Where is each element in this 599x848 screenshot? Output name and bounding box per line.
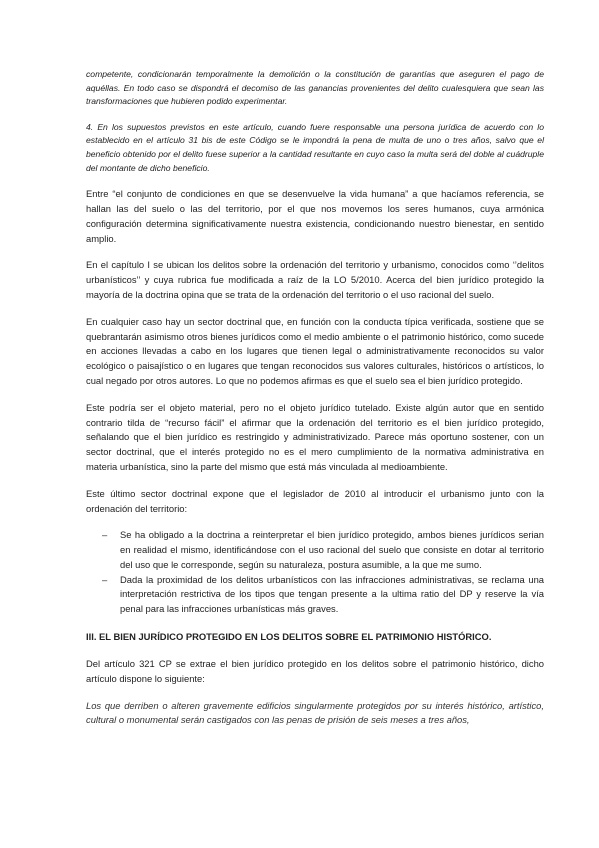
paragraph-material-object: Este podría ser el objeto material, pero no el objeto jurídico tutelado. Existe algún autor que en sentido contrario tilda de “recurso fácil” el afirmar que la ordenación del territorio es el bien jurídico protegido, señalando que el bien jurídico es restringido y administrativizado. Parece más oportuno sostener, con un sector doctrinal, que el interés protegido no es el mero cumplimiento de la normativa administrativa en materia urbanística, sino la parte del mismo que está más vinculada al medioambiente.	[86, 401, 544, 472]
paragraph-chapter-one: En el capítulo I se ubican los delitos sobre la ordenación del territorio y urbanismo, conocidos como ‘’delitos urbanísticos’’ y cuya rubrica fue modificada a raíz de la LO 5/2010. Acerca del bien jurídico protegido la mayoría de la doctrina opina que se trata de la ordenación del territorio o el uso racional del suelo.	[86, 259, 544, 300]
paragraph-legislator-2010: Este último sector doctrinal expone que el legislador de 2010 al introducir el urbanismo junto con la ordenación del territorio:	[86, 487, 544, 514]
list-item	[86, 528, 544, 572]
list-item-text: Se ha obligado a la doctrina a reinterpretar el bien jurídico protegido, ambos bienes jurídicos serian en realidad el mismo, identificándose con el uso racional del suelo que consiste en dotar al territorio del uso que le corresponde, según su naturaleza, postura asumible, a la que me sumo.	[120, 529, 544, 570]
paragraph-doctrinal-sector: En cualquier caso hay un sector doctrinal que, en función con la conducta típica verificada, sostiene que se quebrantarán asimismo otros bienes jurídicos como el medio ambiente o el patrimonio histórico, como sucede en acciones llevadas a cabo en los lugares que tienen legal o administrativamente reconocidos su valor ecológico o paisajístico o en lugares que tengan reconocidos sus valores culturales, históricos o artísticos, lo cual negado por otros autores. Lo que no podemos afirmas es que el suelo sea el bien jurídico protegido.	[86, 315, 544, 386]
section-heading: III. EL BIEN JURÍDICO PROTEGIDO EN LOS DELITOS SOBRE EL PATRIMONIO HISTÓRICO.	[86, 631, 492, 643]
quote-point-4: 4. En los supuestos previstos en este artículo, cuando fuere responsable una persona jurídica de acuerdo con lo establecido en el artículo 31 bis de este Código se le impondrá la pena de multa de uno o tres años, salvo que el beneficio obtenido por el delito fuese superior a la cantidad resultante en cuyo caso la multa será del doble al cuádruple del montante de dicho beneficio.	[86, 121, 544, 173]
quote-continuation: competente, condicionarán temporalmente la demolición o la constitución de garantías que aseguren el pago de aquéllas. En todo caso se dispondrá el decomiso de las ganancias provenientes del delito cualesquiera que sean las transformaciones que hubieren podido experimentar.	[86, 69, 544, 107]
document-page	[86, 68, 544, 728]
paragraph-conditions: Entre “el conjunto de condiciones en que se desenvuelve la vida humana” a que hacíamos referencia, se hallan las del suelo o las del territorio, por el que nos movemos los seres humanos, cuya armónica configuración determina significativamente nuestra existencia, condicionando nuestro bienestar, en sentido amplio.	[86, 188, 544, 244]
list-item-text: Dada la proximidad de los delitos urbanísticos con las infracciones administrativas, se reclama una interpretación restrictiva de los tipos que tengan presente a la ultima ratio del DP y reserve la vía penal para las infracciones urbanísticas más graves.	[120, 573, 544, 615]
section-intro: Del artículo 321 CP se extrae el bien jurídico protegido en los delitos sobre el patrimonio histórico, dicho artículo dispone lo siguiente:	[86, 658, 544, 684]
article-321-quote: Los que derriben o alteren gravemente edificios singularmente protegidos por su interés histórico, artístico, cultural o monumental serán castigados con las penas de prisión de seis meses a tres años,	[86, 699, 544, 726]
dash-bullet-icon: –	[102, 573, 108, 585]
bullet-list	[86, 528, 544, 617]
dash-bullet-icon: –	[102, 529, 108, 541]
list-item	[86, 573, 544, 617]
